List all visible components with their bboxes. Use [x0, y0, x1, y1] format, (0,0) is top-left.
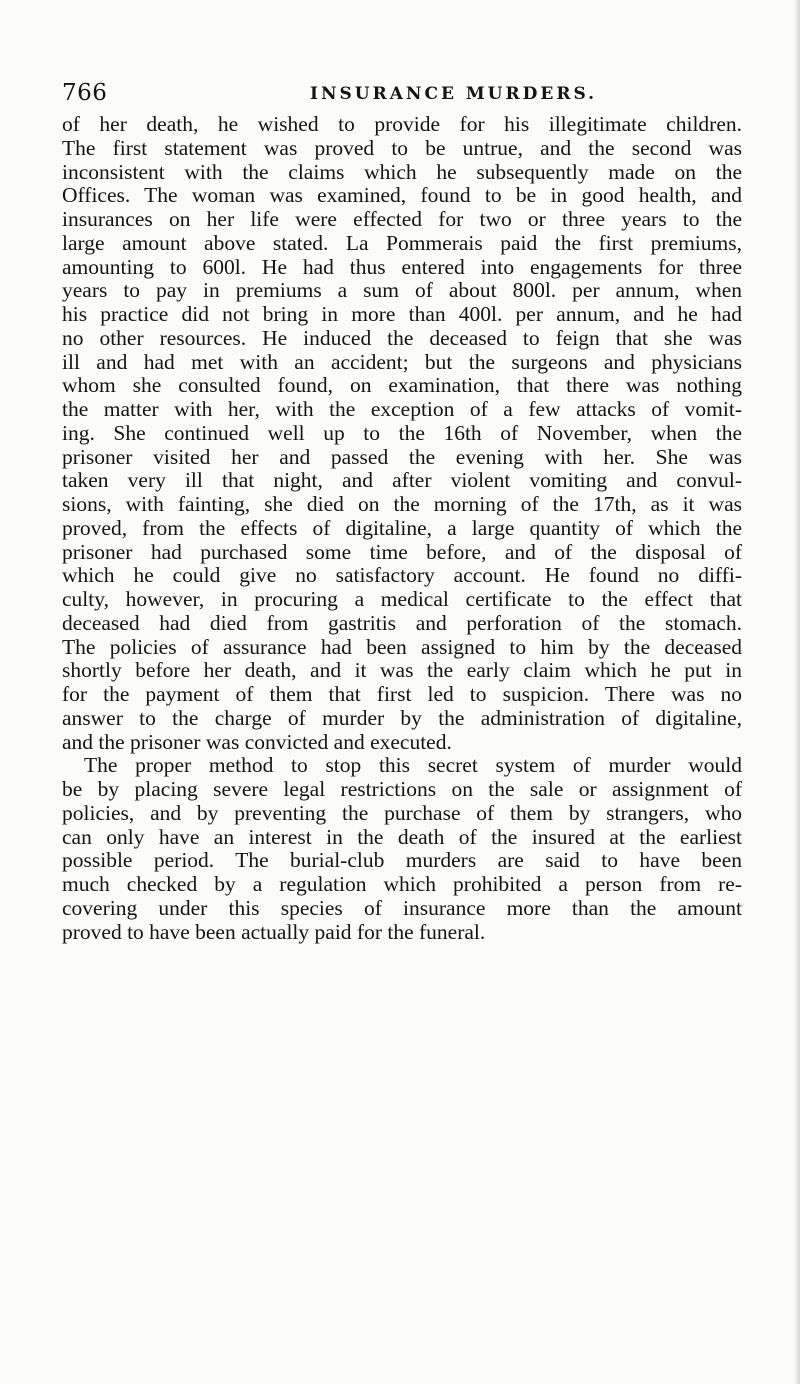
text-line: ill and had met with an accident; but the surgeons and physicians: [62, 349, 742, 374]
text-line: covering under this species of insurance more than the amount: [62, 895, 742, 920]
text-line: for the payment of them that first led to suspicion. There was no: [62, 682, 742, 706]
text-line: sions, with fainting, she died on the morning of the 17th, as it was: [62, 492, 742, 516]
text-line: prisoner had purchased some time before, and of the disposal of: [62, 539, 742, 564]
page-header: [62, 79, 742, 109]
text-line: Offices. The woman was examined, found to be in good health, and: [62, 183, 742, 208]
text-line: possible period. The burial-club murders are said to have been: [62, 848, 742, 873]
text-line: answer to the charge of murder by the administration of digitaline,: [62, 705, 742, 730]
text-line: whom she consulted found, on examination, that there was nothing: [62, 373, 742, 398]
paragraph-1: [62, 113, 742, 754]
text-line: culty, however, in procuring a medical certificate to the effect that: [62, 587, 742, 611]
paragraph-2: [62, 754, 742, 944]
text-line: proved to have been actually paid for the funeral.: [62, 919, 486, 944]
text-line: no other resources. He induced the deceased to feign that she was: [62, 325, 742, 350]
page-edge-shadow: [794, 0, 800, 1384]
text-line: The policies of assurance had been assigned to him by the deceased: [62, 634, 742, 659]
text-line: taken very ill that night, and after violent vomiting and convul-: [62, 468, 742, 493]
text-line: prisoner visited her and passed the evening with her. She was: [62, 444, 742, 469]
page-number: 766: [62, 80, 108, 106]
text-line: shortly before her death, and it was the early claim which he put in: [62, 658, 742, 683]
text-line: inconsistent with the claims which he subsequently made on the: [62, 159, 742, 184]
text-line: proved, from the effects of digitaline, a large quantity of which the: [62, 515, 742, 540]
text-line: deceased had died from gastritis and perforation of the stomach.: [62, 610, 742, 635]
text-line: The first statement was proved to be untrue, and the second was: [62, 135, 742, 160]
text-line: amounting to 600l. He had thus entered into engagements for three: [62, 254, 742, 279]
text-line: which he could give no satisfactory account. He found no diffi-: [62, 563, 742, 588]
text-line: and the prisoner was convicted and executed.: [62, 729, 452, 754]
text-line: the matter with her, with the exception of a few attacks of vomit-: [62, 397, 742, 421]
running-title: INSURANCE MURDERS.: [310, 84, 598, 104]
text-line: The proper method to stop this secret system of murder would: [84, 753, 742, 778]
text-line: ing. She continued well up to the 16th of November, when the: [62, 420, 742, 445]
text-line: of her death, he wished to provide for his illegitimate children.: [62, 112, 742, 136]
body-text: [62, 113, 742, 944]
text-line: his practice did not bring in more than 400l. per annum, and he had: [62, 302, 742, 326]
text-line: policies, and by preventing the purchase of them by strangers, who: [62, 800, 742, 825]
text-line: be by placing severe legal restrictions on the sale or assignment of: [62, 777, 742, 801]
text-line: much checked by a regulation which prohibited a person from re-: [62, 872, 742, 896]
text-line: years to pay in premiums a sum of about 800l. per annum, when: [62, 278, 742, 303]
text-line: can only have an interest in the death of the insured at the earliest: [62, 824, 742, 849]
text-line: insurances on her life were effected for two or three years to the: [62, 207, 742, 231]
text-line: large amount above stated. La Pommerais paid the first premiums,: [62, 230, 742, 255]
